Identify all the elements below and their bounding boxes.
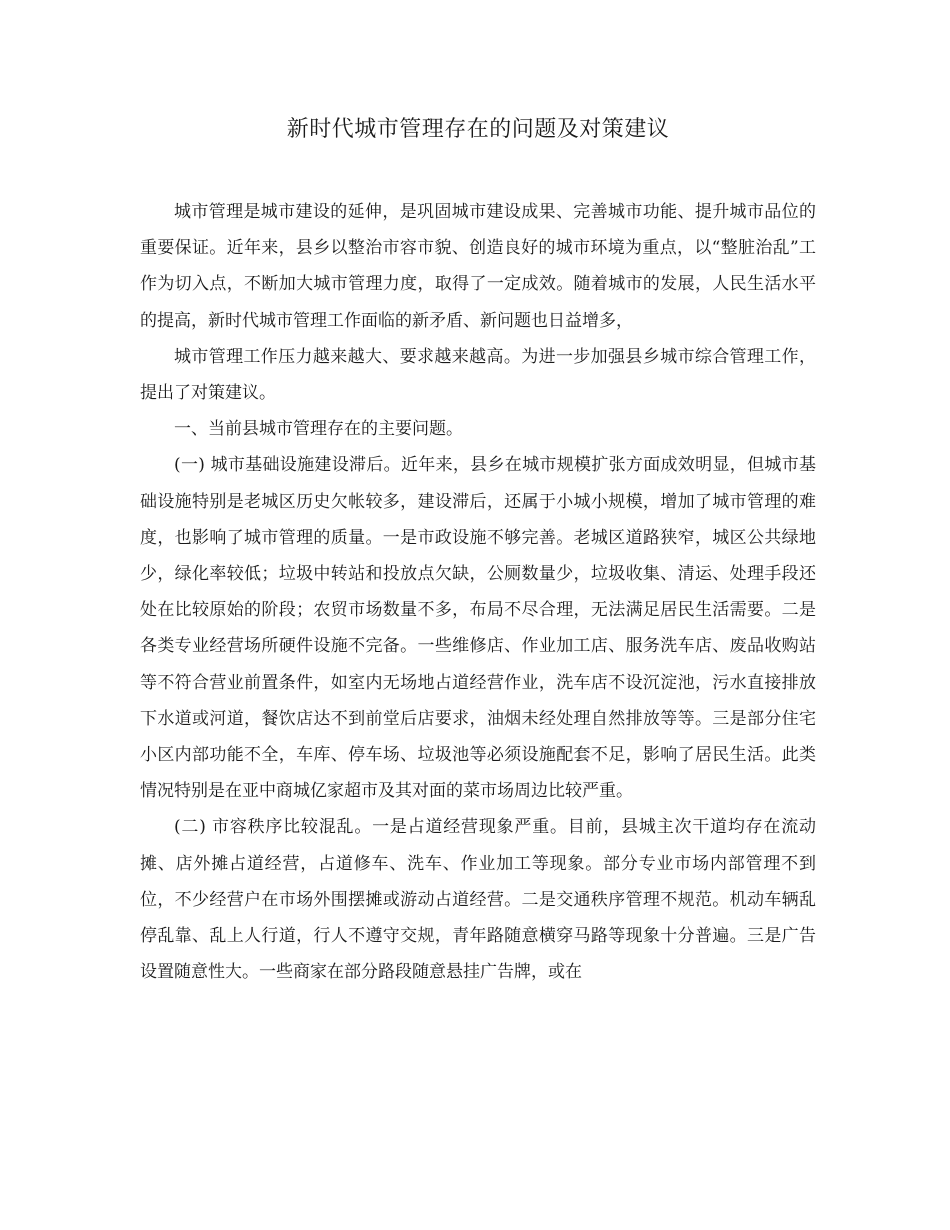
paragraph-city-order: (二) 市容秩序比较混乱。一是占道经营现象严重。目前，县城主次干道均存在流动摊、店外摊占道经营，占道修车、洗车、作业加工等现象。部分专业市场内部管理不到位，不少经营户在市场外围摆摊或游动占道经营。二是交通秩序管理不规范。机动车辆乱停乱靠、乱上人行道，行人不遵守交规，青年路随意横穿马路等现象十分普遍。三是广告设置随意性大。一些商家在部分路段随意悬挂广告牌，或在 (140, 817, 816, 983)
document-page (140, 112, 816, 990)
document-title: 新时代城市管理存在的问题及对策建议 (286, 117, 670, 142)
paragraph-intro: 城市管理是城市建设的延伸，是巩固城市建设成果、完善城市功能、提升城市品位的重要保证。近年来，县乡以整治市容市貌、创造良好的城市环境为重点，以“整脏治乱”工作为切入点，不断加大城市管理力度，取得了一定成效。随着城市的发展，人民生活水平的提高，新时代城市管理工作面临的新矛盾、新问题也日益增多， (140, 202, 816, 331)
section-heading-problems: 一、当前县城市管理存在的主要问题。 (174, 419, 463, 440)
paragraph-infrastructure: (一) 城市基础设施建设滞后。近年来，县乡在城市规模扩张方面成效明显，但城市基础设施特别是老城区历史欠帐较多，建设滞后，还属于小城小规模，增加了城市管理的难度，也影响了城市管理的质量。一是市政设施不够完善。老城区道路狭窄，城区公共绿地少，绿化率较低；垃圾中转站和投放点欠缺，公厕数量少，垃圾收集、清运、处理手段还处在比较原始的阶段；农贸市场数量不多，布局不尽合理，无法满足居民生活需要。二是各类专业经营场所硬件设施不完备。一些维修店、作业加工店、服务洗车店、废品收购站等不符合营业前置条件，如室内无场地占道经营作业，洗车店不设沉淀池，污水直接排放下水道或河道，餐饮店达不到前堂后店要求，油烟未经处理自然排放等等。三是部分住宅小区内部功能不全，车库、停车场、垃圾池等必须设施配套不足，影响了居民生活。此类情况特别是在亚中商城亿家超市及其对面的菜市场周边比较严重。 (140, 455, 816, 802)
paragraph-pressure: 城市管理工作压力越来越大、要求越来越高。为进一步加强县乡城市综合管理工作，提出了对策建议。 (140, 346, 816, 404)
